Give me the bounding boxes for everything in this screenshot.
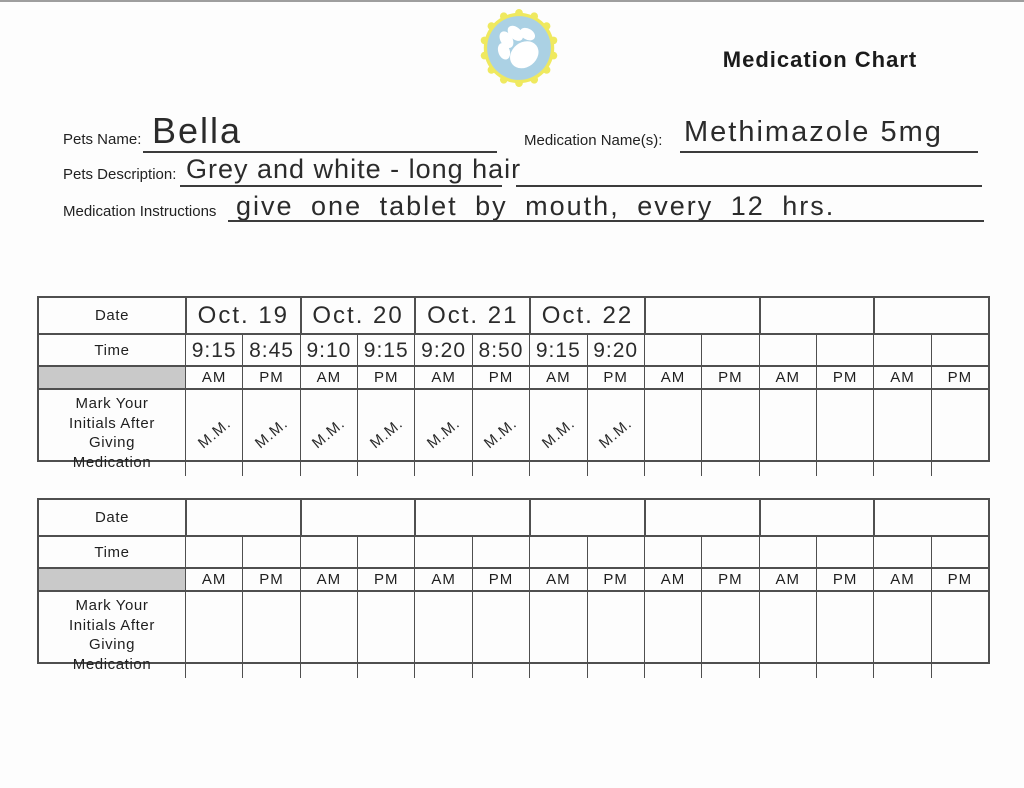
initials-value: M.M. xyxy=(366,414,407,452)
initials-cell xyxy=(644,390,701,476)
initials-cell xyxy=(357,592,414,678)
pets-description-underline xyxy=(180,185,502,187)
time-cell xyxy=(701,537,758,567)
initials-cell xyxy=(357,390,414,476)
page-title: Medication Chart xyxy=(722,47,918,72)
am-header-cell: AM xyxy=(759,367,816,388)
time-value: 9:10 xyxy=(306,338,352,362)
time-cell xyxy=(644,335,701,365)
am-header-cell: AM xyxy=(300,569,357,590)
pm-header-cell: PM xyxy=(587,367,644,388)
time-row-label: Time xyxy=(94,543,130,561)
time-cell xyxy=(816,335,873,365)
pets-name-underline xyxy=(143,151,497,153)
am-header-cell: AM xyxy=(873,569,930,590)
pm-header-cell: PM xyxy=(587,569,644,590)
time-cell xyxy=(759,335,816,365)
pm-header-cell: PM xyxy=(472,569,529,590)
initials-cell xyxy=(300,592,357,678)
time-cell xyxy=(185,537,242,567)
date-cell xyxy=(300,298,415,333)
initials-row-label: Mark Your Initials After Giving Medication xyxy=(69,395,155,471)
date-cell xyxy=(185,298,300,333)
date-cell xyxy=(644,500,759,535)
medication-log-table-week1 xyxy=(37,296,990,471)
ampm-row xyxy=(39,567,988,590)
time-cell xyxy=(529,335,586,365)
date-cell xyxy=(759,500,874,535)
initials-value: M.M. xyxy=(251,414,292,452)
initials-row xyxy=(39,388,988,471)
initials-value: M.M. xyxy=(423,414,464,452)
time-cell xyxy=(242,335,299,365)
initials-cell xyxy=(759,390,816,476)
time-cell xyxy=(759,537,816,567)
pm-header-cell: PM xyxy=(816,367,873,388)
time-cell xyxy=(587,537,644,567)
date-cell xyxy=(759,298,874,333)
medication-names-underline xyxy=(680,151,978,153)
time-cell xyxy=(357,335,414,365)
time-cell xyxy=(185,335,242,365)
medication-names-line2-underline xyxy=(516,185,982,187)
initials-cell xyxy=(242,592,299,678)
date-value: Oct. 19 xyxy=(197,301,290,329)
am-header-cell: AM xyxy=(185,367,242,388)
initials-cell xyxy=(242,390,299,476)
initials-row-label: Mark Your Initials After Giving Medication xyxy=(69,597,155,673)
am-header-cell: AM xyxy=(644,569,701,590)
initials-value: M.M. xyxy=(194,414,234,452)
am-header-cell: AM xyxy=(529,569,586,590)
date-row xyxy=(39,298,988,333)
time-cell xyxy=(816,537,873,567)
initials-cell xyxy=(873,592,930,678)
date-cell xyxy=(300,500,415,535)
date-value: Oct. 20 xyxy=(312,301,404,329)
pm-header-cell: PM xyxy=(701,569,758,590)
initials-cell xyxy=(816,592,873,678)
medication-instructions-label: Medication Instructions xyxy=(63,203,217,220)
date-row xyxy=(39,500,988,535)
date-cell xyxy=(185,500,300,535)
time-value: 9:15 xyxy=(191,338,237,362)
initials-cell xyxy=(185,592,242,678)
time-value: 9:15 xyxy=(535,338,581,362)
am-header-cell: AM xyxy=(185,569,242,590)
time-cell xyxy=(587,335,644,365)
initials-cell xyxy=(529,390,586,476)
ampm-row-gray-band xyxy=(39,569,185,590)
am-header-cell: AM xyxy=(644,367,701,388)
am-header-cell: AM xyxy=(300,367,357,388)
date-cell xyxy=(529,500,644,535)
medication-names-value: Methimazole 5mg xyxy=(684,116,943,148)
initials-cell xyxy=(587,592,644,678)
pets-name-value: Bella xyxy=(152,110,243,151)
time-cell xyxy=(472,537,529,567)
time-cell xyxy=(931,537,988,567)
time-cell xyxy=(873,335,930,365)
medication-log-table-week2 xyxy=(37,498,990,673)
pm-header-cell: PM xyxy=(357,367,414,388)
ampm-row-gray-band xyxy=(39,367,185,388)
initials-value: M.M. xyxy=(309,414,349,452)
date-row-label: Date xyxy=(94,307,130,324)
time-cell xyxy=(300,335,357,365)
time-cell xyxy=(300,537,357,567)
time-row xyxy=(39,333,988,365)
initials-cell xyxy=(472,390,529,476)
initials-cell xyxy=(873,390,930,476)
initials-cell xyxy=(701,390,758,476)
am-header-cell: AM xyxy=(414,367,471,388)
date-cell xyxy=(414,500,529,535)
time-cell xyxy=(414,537,471,567)
time-cell xyxy=(931,335,988,365)
time-cell xyxy=(873,537,930,567)
pm-header-cell: PM xyxy=(701,367,758,388)
date-cell xyxy=(644,298,759,333)
medication-instructions-value: give one tablet by mouth, every 12 hrs. xyxy=(236,191,836,221)
scan-edge xyxy=(0,0,1024,2)
pm-header-cell: PM xyxy=(816,569,873,590)
initials-cell xyxy=(644,592,701,678)
initials-value: M.M. xyxy=(538,414,579,452)
am-header-cell: AM xyxy=(414,569,471,590)
pm-header-cell: PM xyxy=(357,569,414,590)
time-cell xyxy=(644,537,701,567)
initials-cell xyxy=(587,390,644,476)
am-header-cell: AM xyxy=(529,367,586,388)
time-cell xyxy=(242,537,299,567)
initials-cell xyxy=(931,390,988,476)
date-cell xyxy=(873,500,988,535)
time-cell xyxy=(357,537,414,567)
time-value: 9:15 xyxy=(363,338,409,362)
date-row-label: Date xyxy=(94,509,130,526)
am-header-cell: AM xyxy=(759,569,816,590)
medication-names-label: Medication Name(s): xyxy=(524,132,663,149)
medication-instructions-underline xyxy=(228,220,984,222)
initials-cell xyxy=(816,390,873,476)
initials-cell xyxy=(414,592,471,678)
paw-print-logo-icon xyxy=(479,6,559,90)
time-cell xyxy=(472,335,529,365)
date-cell xyxy=(529,298,644,333)
initials-value: M.M. xyxy=(481,414,521,452)
pm-header-cell: PM xyxy=(931,569,988,590)
time-row xyxy=(39,535,988,567)
initials-cell xyxy=(529,592,586,678)
am-header-cell: AM xyxy=(873,367,930,388)
date-cell xyxy=(414,298,529,333)
pm-header-cell: PM xyxy=(242,367,299,388)
pm-header-cell: PM xyxy=(242,569,299,590)
initials-cell xyxy=(472,592,529,678)
initials-cell xyxy=(300,390,357,476)
time-value: 9:20 xyxy=(421,338,467,362)
initials-value: M.M. xyxy=(595,414,636,452)
initials-cell xyxy=(414,390,471,476)
date-value: Oct. 21 xyxy=(427,301,519,329)
pm-header-cell: PM xyxy=(472,367,529,388)
date-cell xyxy=(873,298,988,333)
time-value: 8:45 xyxy=(249,338,294,362)
time-cell xyxy=(701,335,758,365)
pets-description-value: Grey and white - long hair xyxy=(186,154,522,184)
initials-cell xyxy=(701,592,758,678)
time-row-label: Time xyxy=(94,341,130,359)
initials-cell xyxy=(931,592,988,678)
time-value: 8:50 xyxy=(478,338,524,362)
pm-header-cell: PM xyxy=(931,367,988,388)
ampm-row xyxy=(39,365,988,388)
initials-cell xyxy=(185,390,242,476)
time-cell xyxy=(529,537,586,567)
time-value: 9:20 xyxy=(593,338,639,362)
pets-name-label: Pets Name: xyxy=(63,131,142,148)
initials-row xyxy=(39,590,988,673)
pets-description-label: Pets Description: xyxy=(63,166,177,183)
date-value: Oct. 22 xyxy=(541,301,634,329)
initials-cell xyxy=(759,592,816,678)
time-cell xyxy=(414,335,471,365)
